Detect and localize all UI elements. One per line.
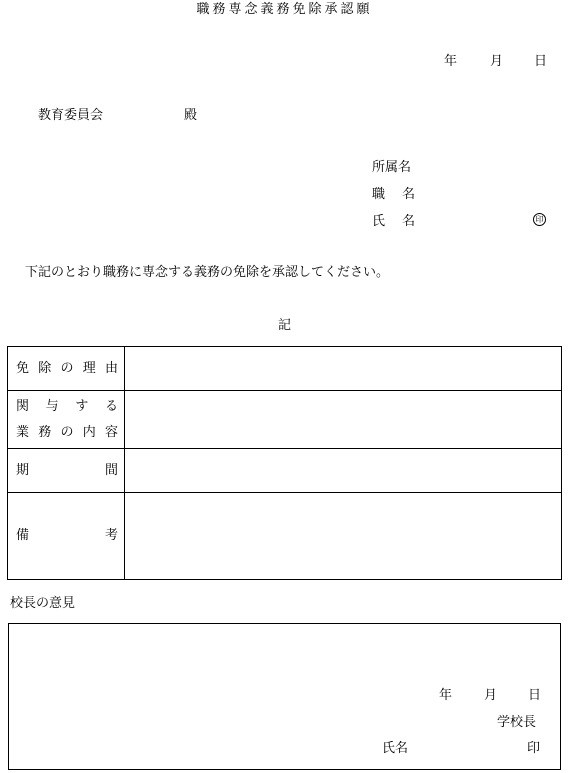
related-work-field[interactable] xyxy=(125,391,562,449)
school-principal-label: 学校長 xyxy=(497,715,537,730)
principal-opinion-box[interactable] xyxy=(8,623,561,770)
remarks-field[interactable] xyxy=(125,493,562,580)
period-label: 期 間 xyxy=(8,449,125,493)
table-row-reason xyxy=(8,347,562,391)
document-title: 職務専念義務免除承認願 xyxy=(196,2,373,17)
principal-opinion-label: 校長の意見 xyxy=(10,596,76,611)
table-row-remarks xyxy=(8,493,562,580)
remarks-label: 備 考 xyxy=(8,493,125,580)
period-field[interactable] xyxy=(125,449,562,493)
addressee: 教育委員会 xyxy=(38,108,104,123)
table-row-related-work xyxy=(8,391,562,449)
addressee-honorific: 殿 xyxy=(184,108,198,123)
reason-label: 免 除 の 理 由 xyxy=(8,347,125,391)
opinion-year-label: 年 xyxy=(439,688,453,703)
date-year-label: 年 xyxy=(444,54,458,69)
job-title-label: 職名 xyxy=(372,187,433,202)
opinion-day-label: 日 xyxy=(528,688,542,703)
date-day-label: 日 xyxy=(534,54,548,69)
principal-name-label: 氏名 xyxy=(382,741,409,756)
applicant-name-label: 氏名 xyxy=(372,214,433,229)
principal-seal-mark: 印 xyxy=(527,741,541,756)
seal-mark: 印 xyxy=(533,213,546,226)
date-month-label: 月 xyxy=(490,54,504,69)
affiliation-label: 所属名 xyxy=(372,160,412,175)
request-text: 下記のとおり職務に専念する義務の免除を承認してください。 xyxy=(25,265,390,280)
ki-heading: 記 xyxy=(277,318,291,333)
application-table xyxy=(7,346,562,580)
related-work-label: 関 与 す る 業 務 の 内 容 xyxy=(8,391,125,449)
reason-field[interactable] xyxy=(125,347,562,391)
opinion-month-label: 月 xyxy=(484,688,498,703)
table-row-period xyxy=(8,449,562,493)
